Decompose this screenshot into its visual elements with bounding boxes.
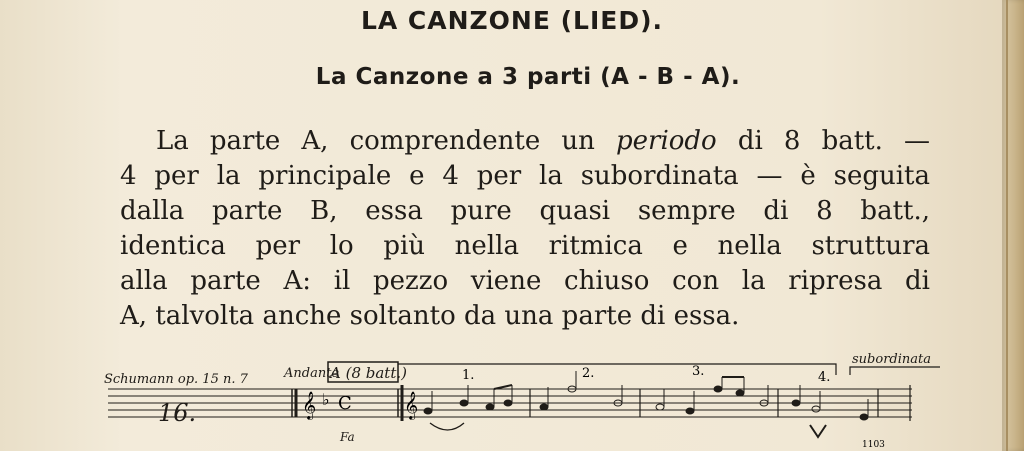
example-number: 16. (158, 399, 197, 427)
text-line-3: dalla parte B, essa pure quasi sempre di 8 batt., (120, 196, 930, 226)
text-line-6: A, talvolta anche soltanto da una parte di essa. (120, 301, 740, 331)
text-line-5: alla parte A: il pezzo viene chiuso con la ripresa di (120, 266, 930, 296)
section-subtitle: La Canzone a 3 parti (A - B - A). (315, 64, 741, 90)
text-line-4: identica per lo più nella ritmica e nella struttura (120, 231, 930, 261)
text-segment: di 8 batt. — (716, 126, 930, 156)
italic-term: periodo (615, 126, 717, 156)
section-label: A (8 batt.) (330, 364, 407, 382)
composer-annotation: Schumann op. 15 n. 7 (104, 372, 248, 387)
page-title: LA CANZONE (LIED). (360, 6, 664, 35)
body-paragraph (120, 124, 930, 334)
tempo-annotation: Andante (284, 366, 340, 381)
phrase-bracket-b (850, 367, 940, 375)
bar-number-4: 4. (818, 370, 831, 385)
text-segment: La parte A, comprendente un (156, 126, 616, 156)
clef-icon-2: 𝄞 (404, 391, 419, 419)
key-note: Fa (340, 430, 355, 444)
flat-icon: ♭ (322, 390, 330, 409)
text-line-2: 4 per la principale e 4 per la subordinata — è seguita (120, 161, 930, 191)
common-time-icon: C (338, 393, 352, 414)
bar-number-1: 1. (462, 368, 475, 383)
slur (430, 423, 464, 430)
music-example (0, 345, 1024, 451)
bar-number-3: 3. (692, 364, 705, 379)
accent-mark (810, 425, 826, 437)
bar-number-2: 2. (582, 366, 595, 381)
clef-icon: 𝄞 (302, 391, 317, 419)
text-line-1 (120, 124, 930, 159)
page-mark: 1103 (862, 440, 885, 450)
subordinate-annotation: subordinata (852, 352, 931, 367)
